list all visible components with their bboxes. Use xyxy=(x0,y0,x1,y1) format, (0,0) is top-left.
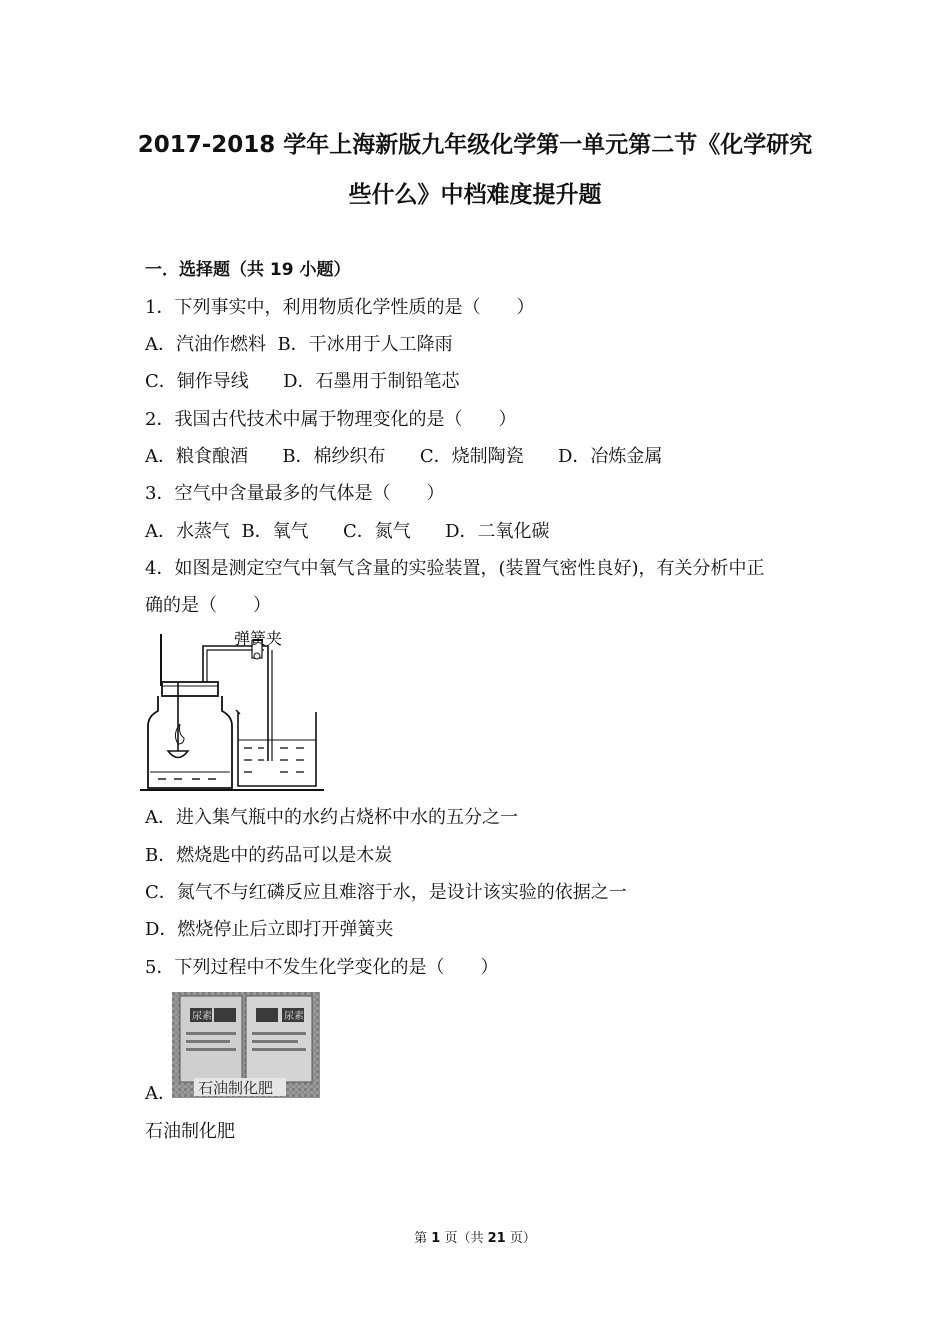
footer-middle: 页（共 xyxy=(440,1231,488,1246)
q4-option-c: C．氮气不与红磷反应且难溶于水，是设计该实验的依据之一 xyxy=(145,882,627,903)
title-line-1: 2017-2018 学年上海新版九年级化学第一单元第二节《化学研究 xyxy=(137,132,813,158)
q4-option-a: A．进入集气瓶中的水约占烧杯中水的五分之一 xyxy=(145,807,518,828)
question-4: 4．如图是测定空气中氧气含量的实验装置，(装置气密性良好)，有关分析中正 xyxy=(145,558,765,579)
q5-option-a-label: 石油制化肥 xyxy=(145,1121,235,1142)
question-4-cont: 确的是（ ） xyxy=(145,595,271,616)
q1-options-cd: C．铜作导线 D．石墨用于制铅笔芯 xyxy=(145,371,460,392)
fertilizer-bags-photo xyxy=(172,992,320,1098)
footer-prefix: 第 xyxy=(414,1231,432,1246)
question-5: 5．下列过程中不发生化学变化的是（ ） xyxy=(145,957,499,978)
photo-caption: 石油制化肥 xyxy=(198,1079,274,1097)
bag-label-2: 尿素 xyxy=(284,1011,304,1022)
q1-options-ab: A．汽油作燃料 B．干冰用于人工降雨 xyxy=(145,334,453,355)
footer-suffix: 页） xyxy=(505,1231,536,1246)
q4-option-b: B．燃烧匙中的药品可以是木炭 xyxy=(145,845,393,866)
footer-total-pages: 21 xyxy=(487,1231,506,1246)
title-line-2: 些什么》中档难度提升题 xyxy=(348,182,602,208)
oxygen-apparatus-figure xyxy=(140,626,330,796)
bag-label-1: 尿素 xyxy=(192,1011,212,1022)
q2-options: A．粮食酿酒 B．棉纱织布 C．烧制陶瓷 D．冶炼金属 xyxy=(145,446,663,467)
clamp-label: 弹簧夹 xyxy=(234,629,283,648)
question-1: 1．下列事实中，利用物质化学性质的是（ ） xyxy=(145,297,535,318)
page-footer xyxy=(0,1227,950,1246)
q5-option-a: A． xyxy=(145,1083,176,1104)
question-3: 3．空气中含量最多的气体是（ ） xyxy=(145,483,445,504)
q3-options: A．水蒸气 B．氧气 C．氮气 D．二氧化碳 xyxy=(145,521,550,542)
question-2: 2．我国古代技术中属于物理变化的是（ ） xyxy=(145,409,517,430)
q4-option-d: D．燃烧停止后立即打开弹簧夹 xyxy=(145,919,394,940)
footer-page-number: 1 xyxy=(431,1231,441,1246)
section-heading: 一．选择题（共 19 小题） xyxy=(145,260,351,280)
